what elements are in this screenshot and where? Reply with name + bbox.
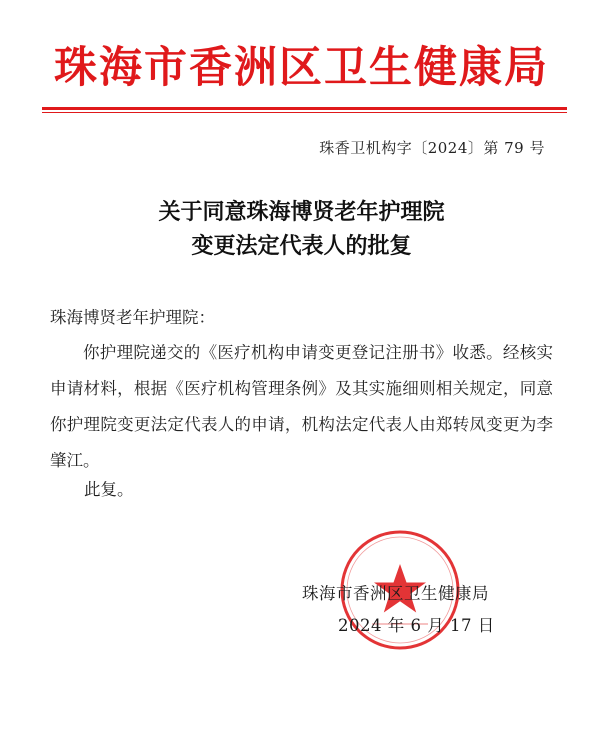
addressee: 珠海博贤老年护理院：	[50, 308, 215, 327]
closing-remark: 此复。	[84, 480, 134, 499]
document-title-line-1: 关于同意珠海博贤老年护理院	[158, 199, 445, 225]
issue-date: 2024 年 6 月 17 日	[338, 616, 495, 635]
body-paragraph: 你护理院递交的《医疗机构申请变更登记注册书》收悉。经核实申请材料，根据《医疗机构管理条例》及其实施细则相关规定，同意你护理院变更法定代表人的申请，机构法定代表人由郑转凤变更为李肇江。	[50, 343, 553, 470]
document-number: 珠香卫机构字〔2024〕第 79 号	[319, 139, 545, 157]
document-title-line-2: 变更法定代表人的批复	[191, 233, 412, 259]
issuer-signature: 珠海市香洲区卫生健康局	[302, 584, 489, 603]
red-divider-thin	[42, 112, 567, 113]
agency-masthead: 珠海市香洲区卫生健康局	[54, 43, 549, 93]
red-divider-thick	[42, 107, 567, 110]
